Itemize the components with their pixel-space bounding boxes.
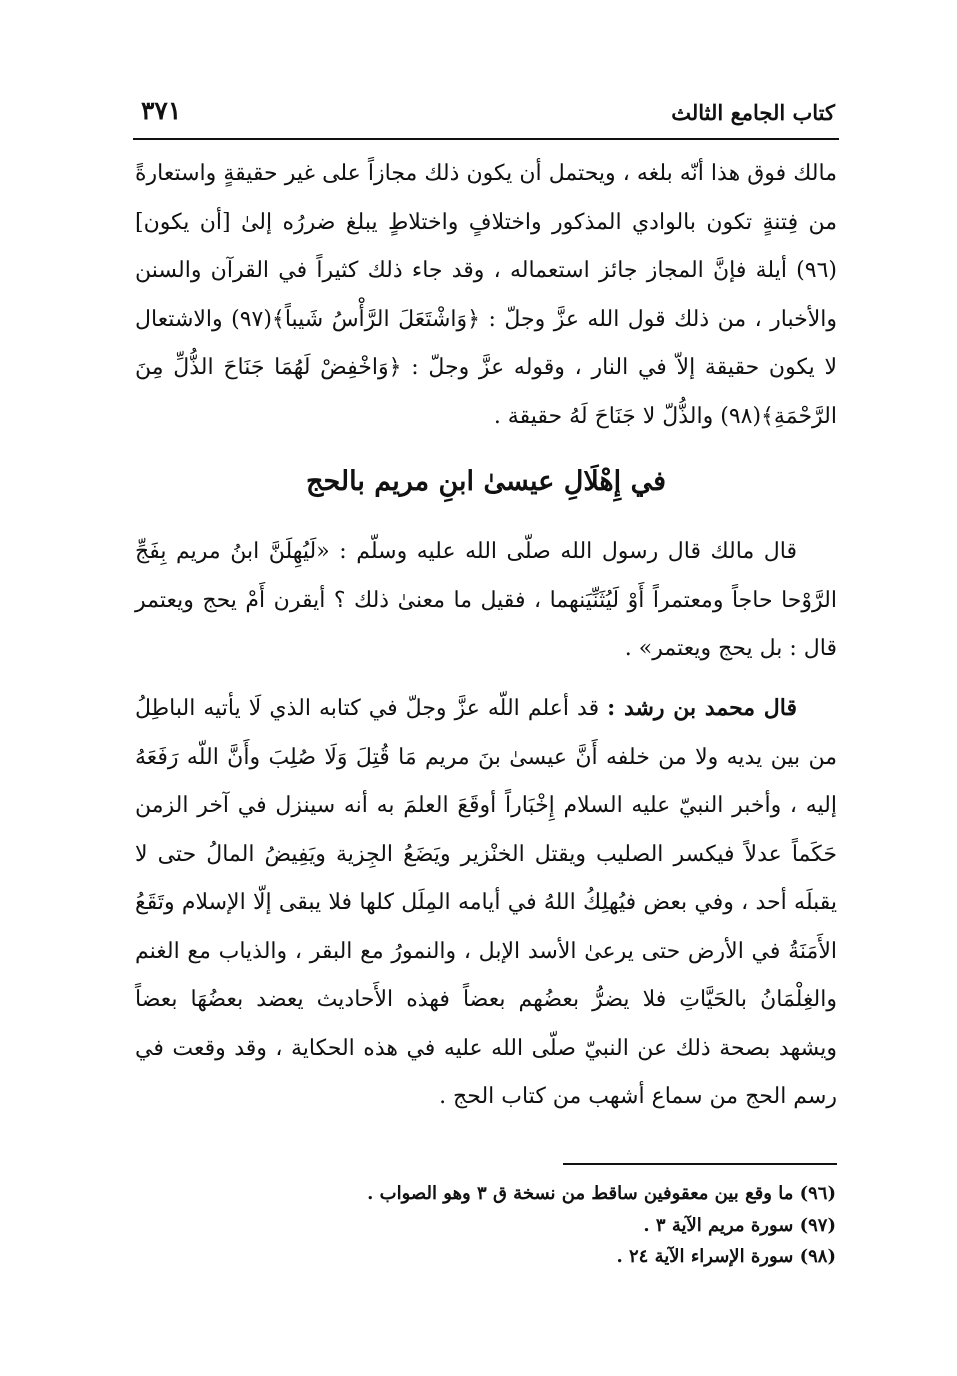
header-rule xyxy=(133,138,839,140)
footnote-96: (٩٦) ما وقع بين معقوفين ساقط من نسخة ق ٣ وهو الصواب . xyxy=(367,1183,836,1204)
paragraph-commentary xyxy=(135,684,837,1122)
paragraph-hadith: قال مالك قال رسول الله صلّى الله عليه وسلّم : «لَيُهِلَنَّ ابنُ مريم بِفَجِّ الرَّوْحا حاجاً ومعتمراً أَوْ لَيُثَنِّيَنهما ، فقيل ما معنىٰ ذلك ؟ أيقرن أَمْ يحج ويعتمر قال : بل يحج ويعتمر» . xyxy=(135,539,837,661)
footnote-98: (٩٨) سورة الإسراء الآية ٢٤ . xyxy=(616,1246,836,1267)
footnotes xyxy=(300,1178,836,1273)
footnote-rule xyxy=(563,1163,837,1165)
section-heading: في إِهْلَالِ عيسىٰ ابنِ مريم بالحج xyxy=(306,466,666,497)
running-title: كتاب الجامع الثالث xyxy=(671,100,835,125)
page-header xyxy=(135,96,835,136)
footnote-97: (٩٧) سورة مريم الآية ٣ . xyxy=(643,1214,836,1236)
commentary-lead: قال محمد بن رشد : xyxy=(607,695,797,721)
commentary-body: قد أعلم اللّه عزَّ وجلّ في كتابه الذي لَا يأتيه الباطِلُ من بين يديه ولا من خلفه أَنَّ عيسىٰ بنَ مريم مَا قُتِلَ وَلَا صُلِبَ وأَنَّ اللّه رَفَعَهُ إليه ، وأخبر النبيّ عليه السلام إِخْبَاراً أوقَعَ العلمَ به أنه سينزل في آخر الزمن حَكَماً عدلاً فيكسر الصليب ويقتل الخنْزير ويَضَعُ الجِزية ويَفِيضُ المالُ حتى لا يقبلَه أحد ، وفي بعض فيُهلِكُ اللهُ في أيامه المِلَل كلها فلا يبقى إلّا الإسلام وتَقَعُ الأَمَنَةُ في الأرض حتى يرعىٰ الأسد الإبل ، والنمورُ مع البقر ، والذياب مع الغنم والغِلْمَانُ بالحَيَّاتِ فلا يضرُّ بعضُهم بعضاً فهذه الأَحاديث يعضد بعضُهَا بعضاً ويشهد بصحة ذلك عن النبيّ صلّى الله عليه في هذه الحكاية ، وقد وقعت في رسم الحج من سماع أشهب من كتاب الحج . xyxy=(135,696,838,1109)
page-number: ٣٧١ xyxy=(141,96,182,125)
paragraph-continuation: مالك فوق هذا أنّه بلغه ، ويحتمل أن يكون ذلك مجازاً على غير حقيقةٍ واستعارةً من فِتنةٍ تكون بالوادي المذكور واختلافٍ واختلاطٍ يبلغ ضررُه إلىٰ [أن يكون](٩٦) أيلة فإنَّ المجاز جائز استعماله ، وقد جاء ذلك كثيراً في القرآن والسنن والأخبار ، من ذلك قول الله عزَّ وجلّ : ﴿وَاشْتَعَلَ الرَّأْسُ شَيباً﴾(٩٧) والاشتعال لا يكون حقيقة إلاّ في النار ، وقوله عزَّ وجلّ : ﴿وَاخْفِضْ لَهُمَا جَنَاحَ الذُّلِّ مِنَ الرَّحْمَةِ﴾(٩٨) والذُّلّ لا جَنَاحَ لَهُ حقيقة . xyxy=(135,161,837,429)
